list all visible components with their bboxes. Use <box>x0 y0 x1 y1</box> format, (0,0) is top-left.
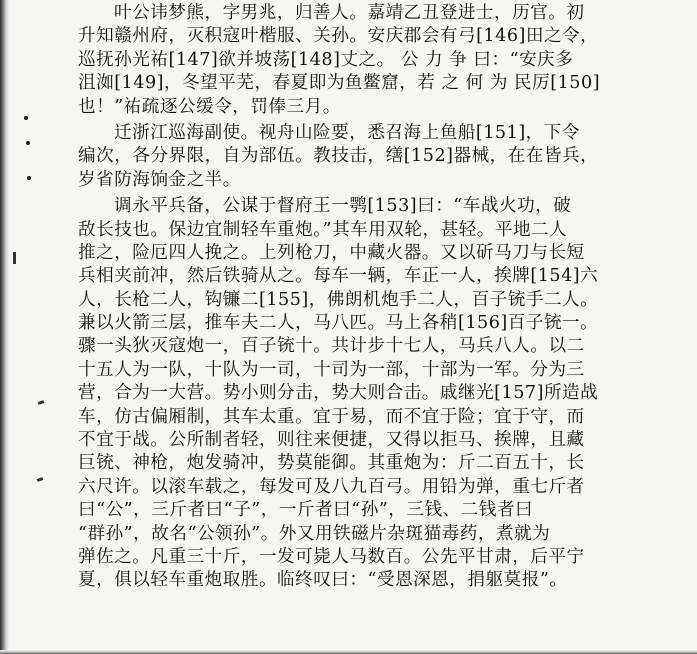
text-line: 骤一头狄灭寇炮一，百子铳十。共计步十七人，马兵八人。以二 <box>78 336 585 357</box>
text-line: 兼以火箭三层，推车夫二人，马八匹。马上各稍[156]百子铳一。 <box>78 313 599 334</box>
text-column <box>78 2 688 593</box>
text-line: 巡抚孙光祐[147]欲并坡荡[148]丈之。 公 力 争 曰：“安庆多 <box>78 49 574 70</box>
scan-speck <box>24 116 28 120</box>
scan-speck <box>27 176 31 180</box>
text-line: 编次，各分界限，自为部伍。教技击，缮[152]器械，在在皆兵， <box>78 146 599 167</box>
text-line: 人，长枪二人，钩镰二[155]，佛朗机炮手二人，百子铳手二人。 <box>78 289 599 310</box>
text-line: 推之，险厄四人挽之。上列枪刀，中藏火器。又以斫马刀与长短 <box>78 242 585 263</box>
text-line: 夏，俱以轻车重炮取胜。临终叹曰：“受恩深恩，捐躯莫报”。 <box>78 570 568 591</box>
text-line: 岁省防海饷金之半。 <box>78 169 241 190</box>
text-line: 也！”祐疏逐公缓令，罚俸三月。 <box>78 96 341 117</box>
text-line: 营，合为一大营。势小则分击，势大则合击。戚继光[157]所造战 <box>78 383 599 404</box>
text-line: 不宜于战。公所制者轻，则往来便捷，又得以拒马、挨牌，且藏 <box>78 430 585 451</box>
text-line: 曰“公”，三斤者曰“子”，一斤者曰“孙”，三钱、二钱者曰 <box>78 500 534 521</box>
text-line: 十五人为一队，十队为一司，十司为一部，十部为一军。分为三 <box>78 359 585 380</box>
paragraph-1 <box>78 2 688 119</box>
text-line: 沮洳[149]，冬望平芜，春夏即为鱼鳖窟，若 之 何 为 民厉[150] <box>78 73 601 94</box>
text-line: 六尺许。以滚车载之，每发可及八九百弓。用铅为弹，重七斤者 <box>78 476 585 497</box>
scan-mark <box>38 400 45 405</box>
text-line: 巨铳、神枪，炮发骑冲，势莫能御。其重炮为：斤二百五十，长 <box>78 453 585 474</box>
paragraph-2 <box>78 122 688 192</box>
scan-mark <box>37 477 44 482</box>
scan-mark <box>13 252 16 264</box>
paragraph-3 <box>78 195 688 593</box>
page-bottom-shadow <box>0 650 697 654</box>
scan-speck <box>26 141 30 145</box>
text-line: 调永平兵备，公谋于督府王一鹗[153]曰：“车战火功，破 <box>114 196 572 217</box>
text-line: 升知赣州府，灭积寇叶楷服、关孙。安庆郡会有弓[146]田之令， <box>78 26 599 47</box>
text-line: “群孙”，故名“公领孙”。外又用铁磁片杂斑猫毒药，煮就为 <box>78 523 551 544</box>
page-left-shadow <box>0 0 9 654</box>
text-line: 迁浙江巡海副使。视舟山险要，悉召海上鱼船[151]，下令 <box>114 122 580 143</box>
text-line: 车，仿古偏厢制，其车太重。宜于易，而不宜于险；宜于守，而 <box>78 406 585 427</box>
text-line: 兵相夹前冲，然后铁骑从之。每车一辆，车正一人，挨牌[154]六 <box>78 266 599 287</box>
text-line: 弹佐之。凡重三十斤，一发可毙人马数百。公先平甘肃，后平宁 <box>78 546 585 567</box>
text-line: 叶公讳梦熊，字男兆，归善人。嘉靖乙丑登进士，历官。初 <box>114 3 585 23</box>
text-line: 敌长技也。保边宜制轻车重炮。”其车用双轮，甚轻。平地二人 <box>78 219 568 240</box>
